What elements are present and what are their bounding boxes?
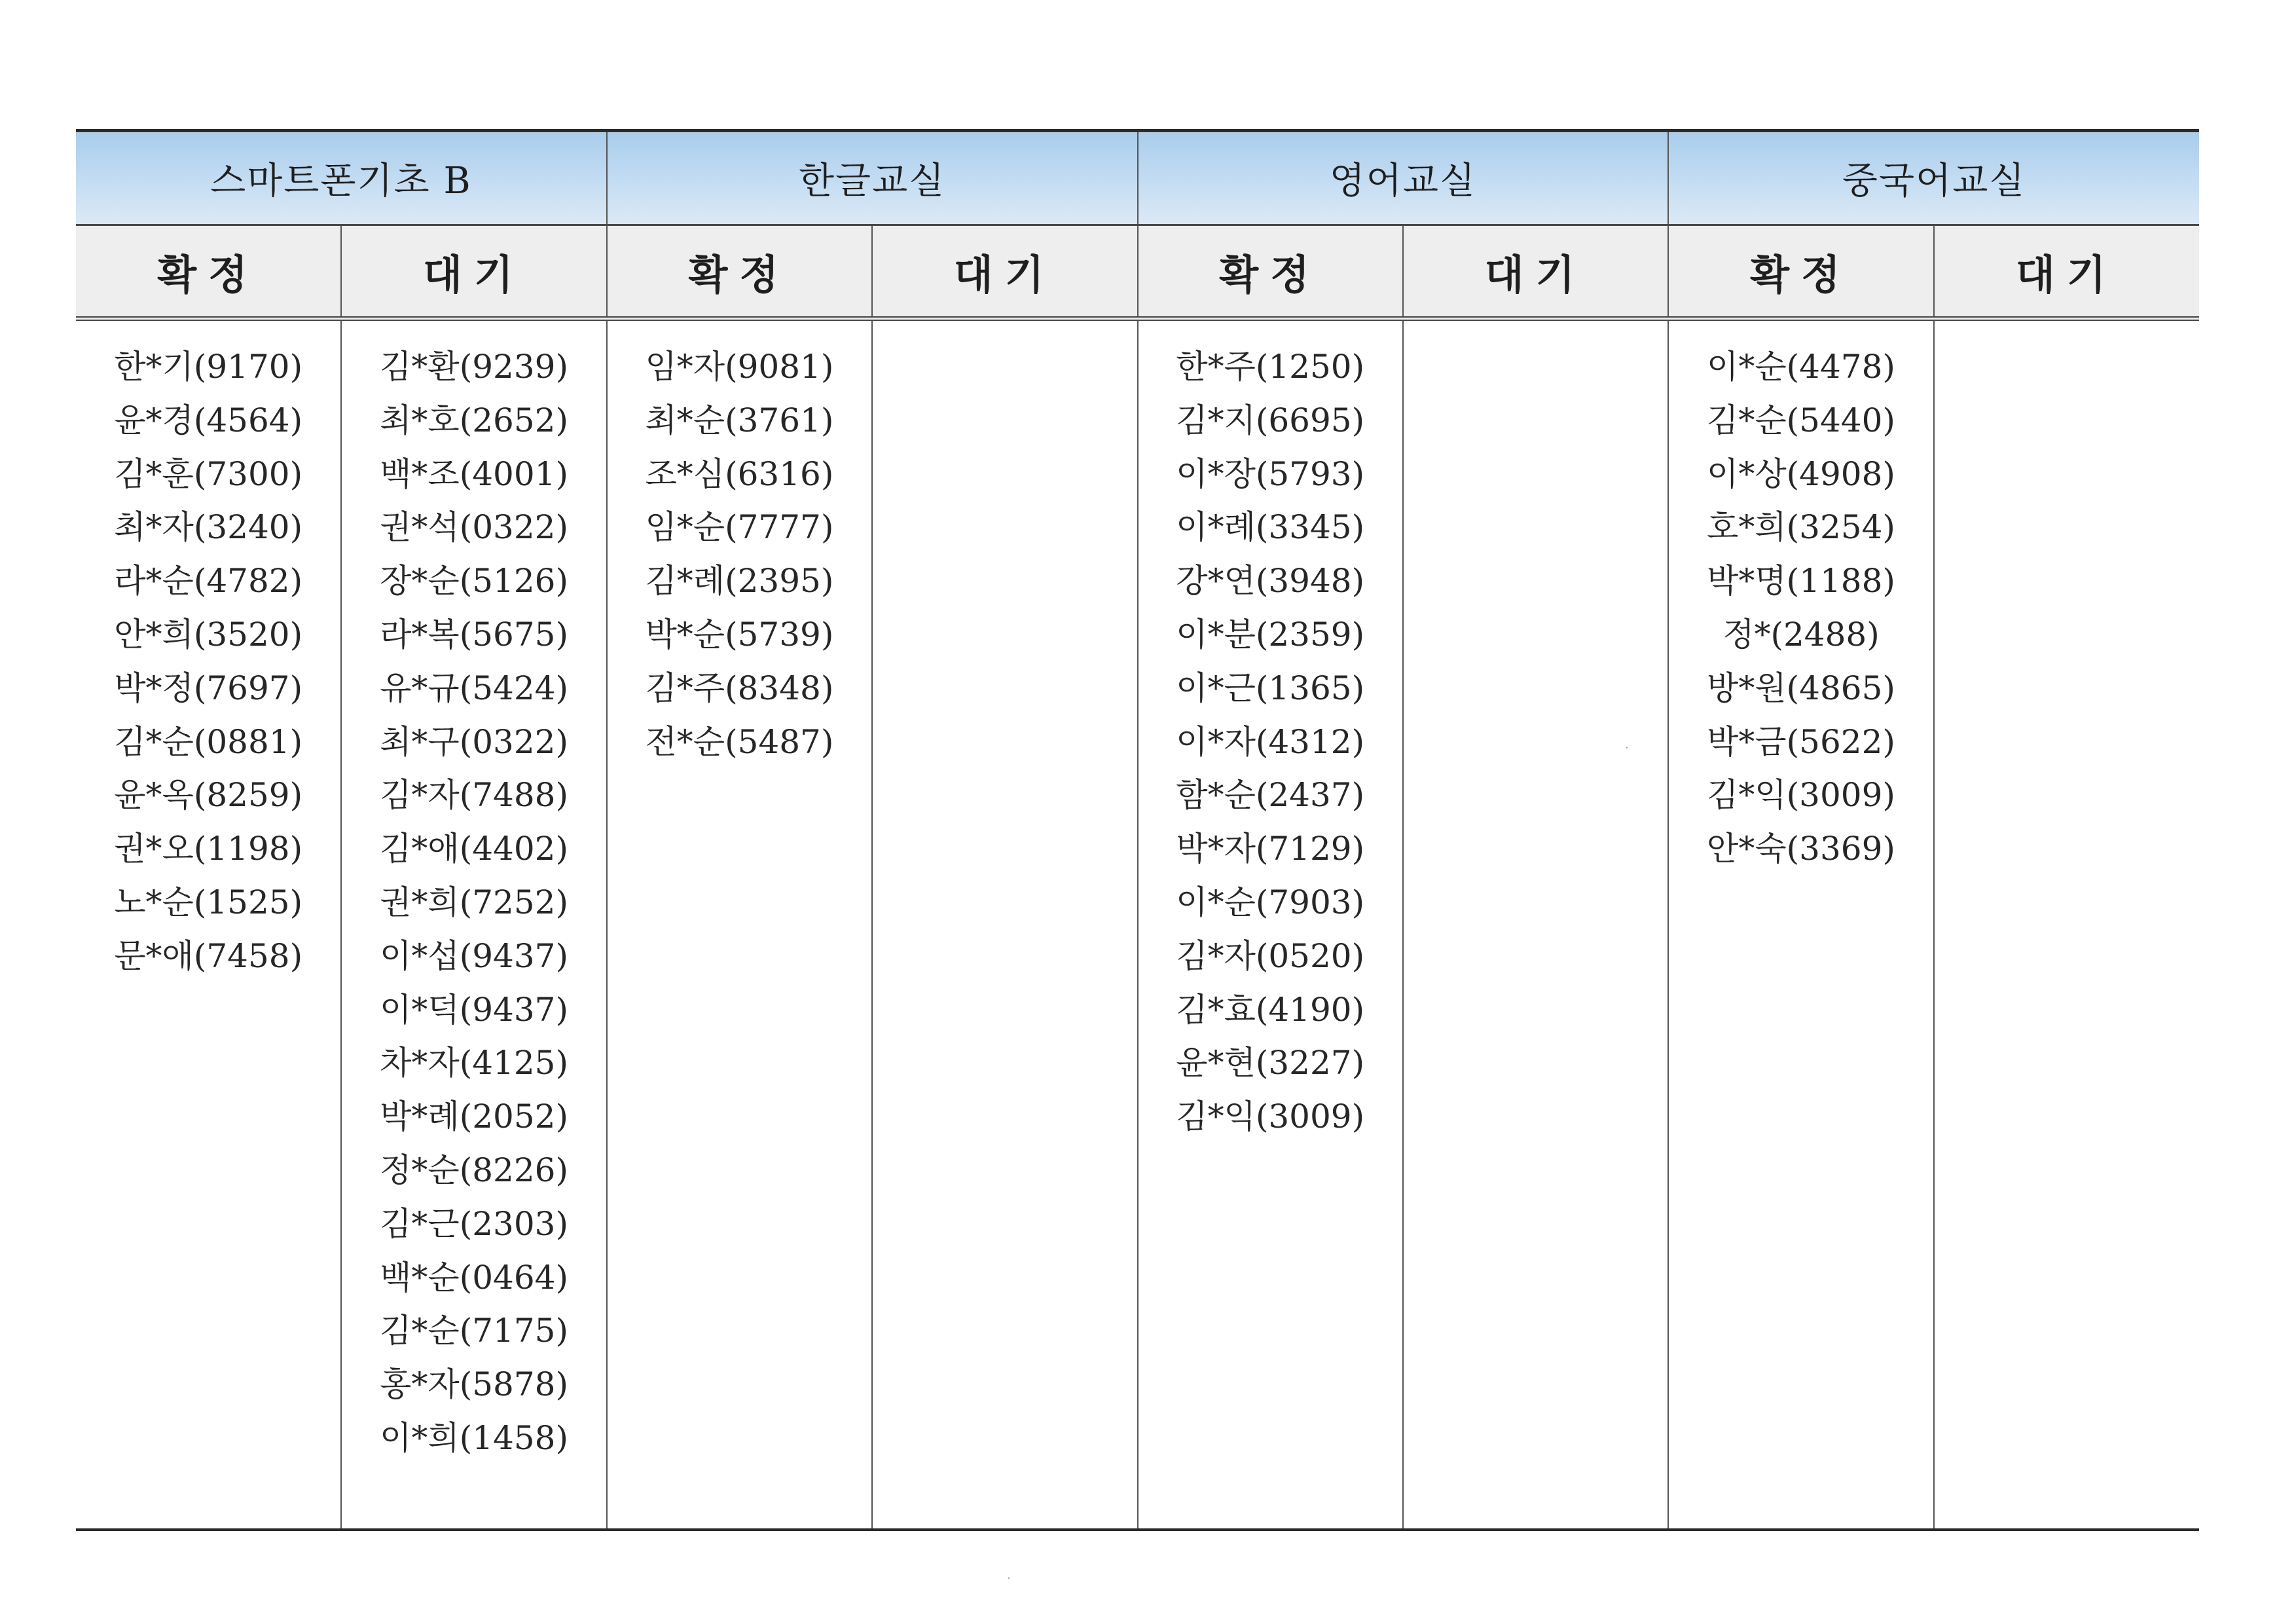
name-entry: 윤*현(3227) [1176,1044,1365,1082]
name-entry: 이*순(4478) [1707,348,1895,386]
chinese-confirmed-header: 확정 [1668,225,1933,319]
name-entry: 박*순(5739) [645,615,834,654]
name-entry: 한*주(1250) [1176,348,1365,386]
name-entry: 권*오(1198) [114,830,303,868]
name-entry: 장*순(5126) [380,562,568,600]
name-entry: 라*순(4782) [114,562,303,600]
names-row [76,319,2199,1530]
course-header-row [76,131,2199,225]
name-entry: 권*석(0322) [380,508,568,547]
name-entry: 김*환(9239) [380,348,568,386]
name-entry: 백*조(4001) [380,454,568,493]
name-entry: 함*순(2437) [1176,776,1365,815]
name-entry: 유*규(5424) [380,669,568,707]
name-entry: 임*자(9081) [645,348,834,386]
name-entry: 이*섭(9437) [380,936,568,975]
name-entry: 김*순(7175) [380,1312,568,1350]
smartphone-waiting-list [342,341,606,1466]
name-entry: 이*덕(9437) [380,990,568,1029]
name-entry: 윤*경(4564) [114,401,303,439]
english-confirmed-cell [1138,319,1403,1530]
name-entry: 최*호(2652) [380,401,568,439]
name-entry: 김*애(4402) [380,830,568,868]
scan-speck-mark: · [1007,1572,1011,1585]
name-entry: 김*순(5440) [1707,401,1895,439]
name-entry: 정*(2488) [1722,615,1880,654]
name-entry: 최*구(0322) [380,722,568,761]
korean-confirmed-header: 확정 [607,225,872,319]
name-entry: 이*상(4908) [1707,454,1895,493]
english-waiting-header: 대기 [1403,225,1668,319]
chinese-waiting-header: 대기 [1934,225,2199,319]
name-entry: 박*명(1188) [1707,562,1895,600]
name-entry: 안*희(3520) [114,615,303,654]
name-entry: 박*자(7129) [1176,830,1365,868]
name-entry: 정*순(8226) [380,1151,568,1189]
name-entry: 백*순(0464) [380,1258,568,1297]
english-waiting-cell [1403,319,1668,1530]
name-entry: 최*순(3761) [645,401,834,439]
name-entry: 강*연(3948) [1176,562,1365,600]
name-entry: 김*주(8348) [645,669,834,707]
name-entry: 최*자(3240) [114,508,303,547]
name-entry: 전*순(5487) [645,722,834,761]
name-entry: 호*희(3254) [1707,508,1895,547]
name-entry: 방*원(4865) [1707,669,1895,707]
name-entry: 이*근(1365) [1176,669,1365,707]
name-entry: 박*례(2052) [380,1098,568,1136]
name-entry: 박*정(7697) [114,669,303,707]
status-header-row [76,225,2199,319]
smartphone-waiting-header: 대기 [341,225,606,319]
name-entry: 김*순(0881) [114,722,303,761]
name-entry: 이*분(2359) [1176,615,1365,654]
name-entry: 이*희(1458) [380,1418,568,1457]
name-entry: 차*자(4125) [380,1044,568,1082]
name-entry: 임*순(7777) [645,508,834,547]
name-entry: 김*자(0520) [1176,936,1365,975]
name-entry: 홍*자(5878) [380,1365,568,1404]
name-entry: 김*자(7488) [380,776,568,815]
name-entry: 김*훈(7300) [114,454,303,493]
name-entry: 이*례(3345) [1176,508,1365,547]
english-confirmed-header: 확정 [1138,225,1403,319]
name-entry: 김*효(4190) [1176,990,1365,1029]
course-title-english: 영어교실 [1138,131,1669,225]
name-entry: 조*심(6316) [645,454,834,493]
name-entry: 권*희(7252) [380,883,568,921]
course-title-smartphone: 스마트폰기초 B [76,131,607,225]
name-entry: 이*장(5793) [1176,454,1365,493]
smartphone-confirmed-cell [76,319,341,1530]
name-entry: 김*례(2395) [645,562,834,600]
course-title-korean: 한글교실 [607,131,1138,225]
korean-waiting-header: 대기 [872,225,1137,319]
name-entry: 한*기(9170) [114,348,303,386]
scan-speck-mark: · [1625,741,1629,755]
name-entry: 이*순(7903) [1176,883,1365,921]
name-entry: 김*근(2303) [380,1204,568,1243]
chinese-confirmed-list [1669,341,1933,876]
name-entry: 안*숙(3369) [1707,830,1895,868]
name-entry: 윤*옥(8259) [114,776,303,815]
name-entry: 김*지(6695) [1176,401,1365,439]
course-title-chinese: 중국어교실 [1668,131,2199,225]
korean-confirmed-cell [607,319,872,1530]
name-entry: 문*애(7458) [114,936,303,975]
name-entry: 김*익(3009) [1176,1098,1365,1136]
korean-confirmed-list [608,341,871,769]
english-confirmed-list [1139,341,1402,1144]
korean-waiting-cell [872,319,1137,1530]
name-entry: 이*자(4312) [1176,722,1365,761]
enrollment-table [76,129,2199,1531]
name-entry: 박*금(5622) [1707,722,1895,761]
roster-sheet [76,129,2199,1531]
smartphone-waiting-cell [341,319,606,1530]
smartphone-confirmed-list [76,341,340,984]
chinese-waiting-cell [1934,319,2199,1530]
name-entry: 노*순(1525) [114,883,303,921]
name-entry: 라*복(5675) [380,615,568,654]
name-entry: 김*익(3009) [1707,776,1895,815]
chinese-confirmed-cell [1668,319,1933,1530]
smartphone-confirmed-header: 확정 [76,225,341,319]
